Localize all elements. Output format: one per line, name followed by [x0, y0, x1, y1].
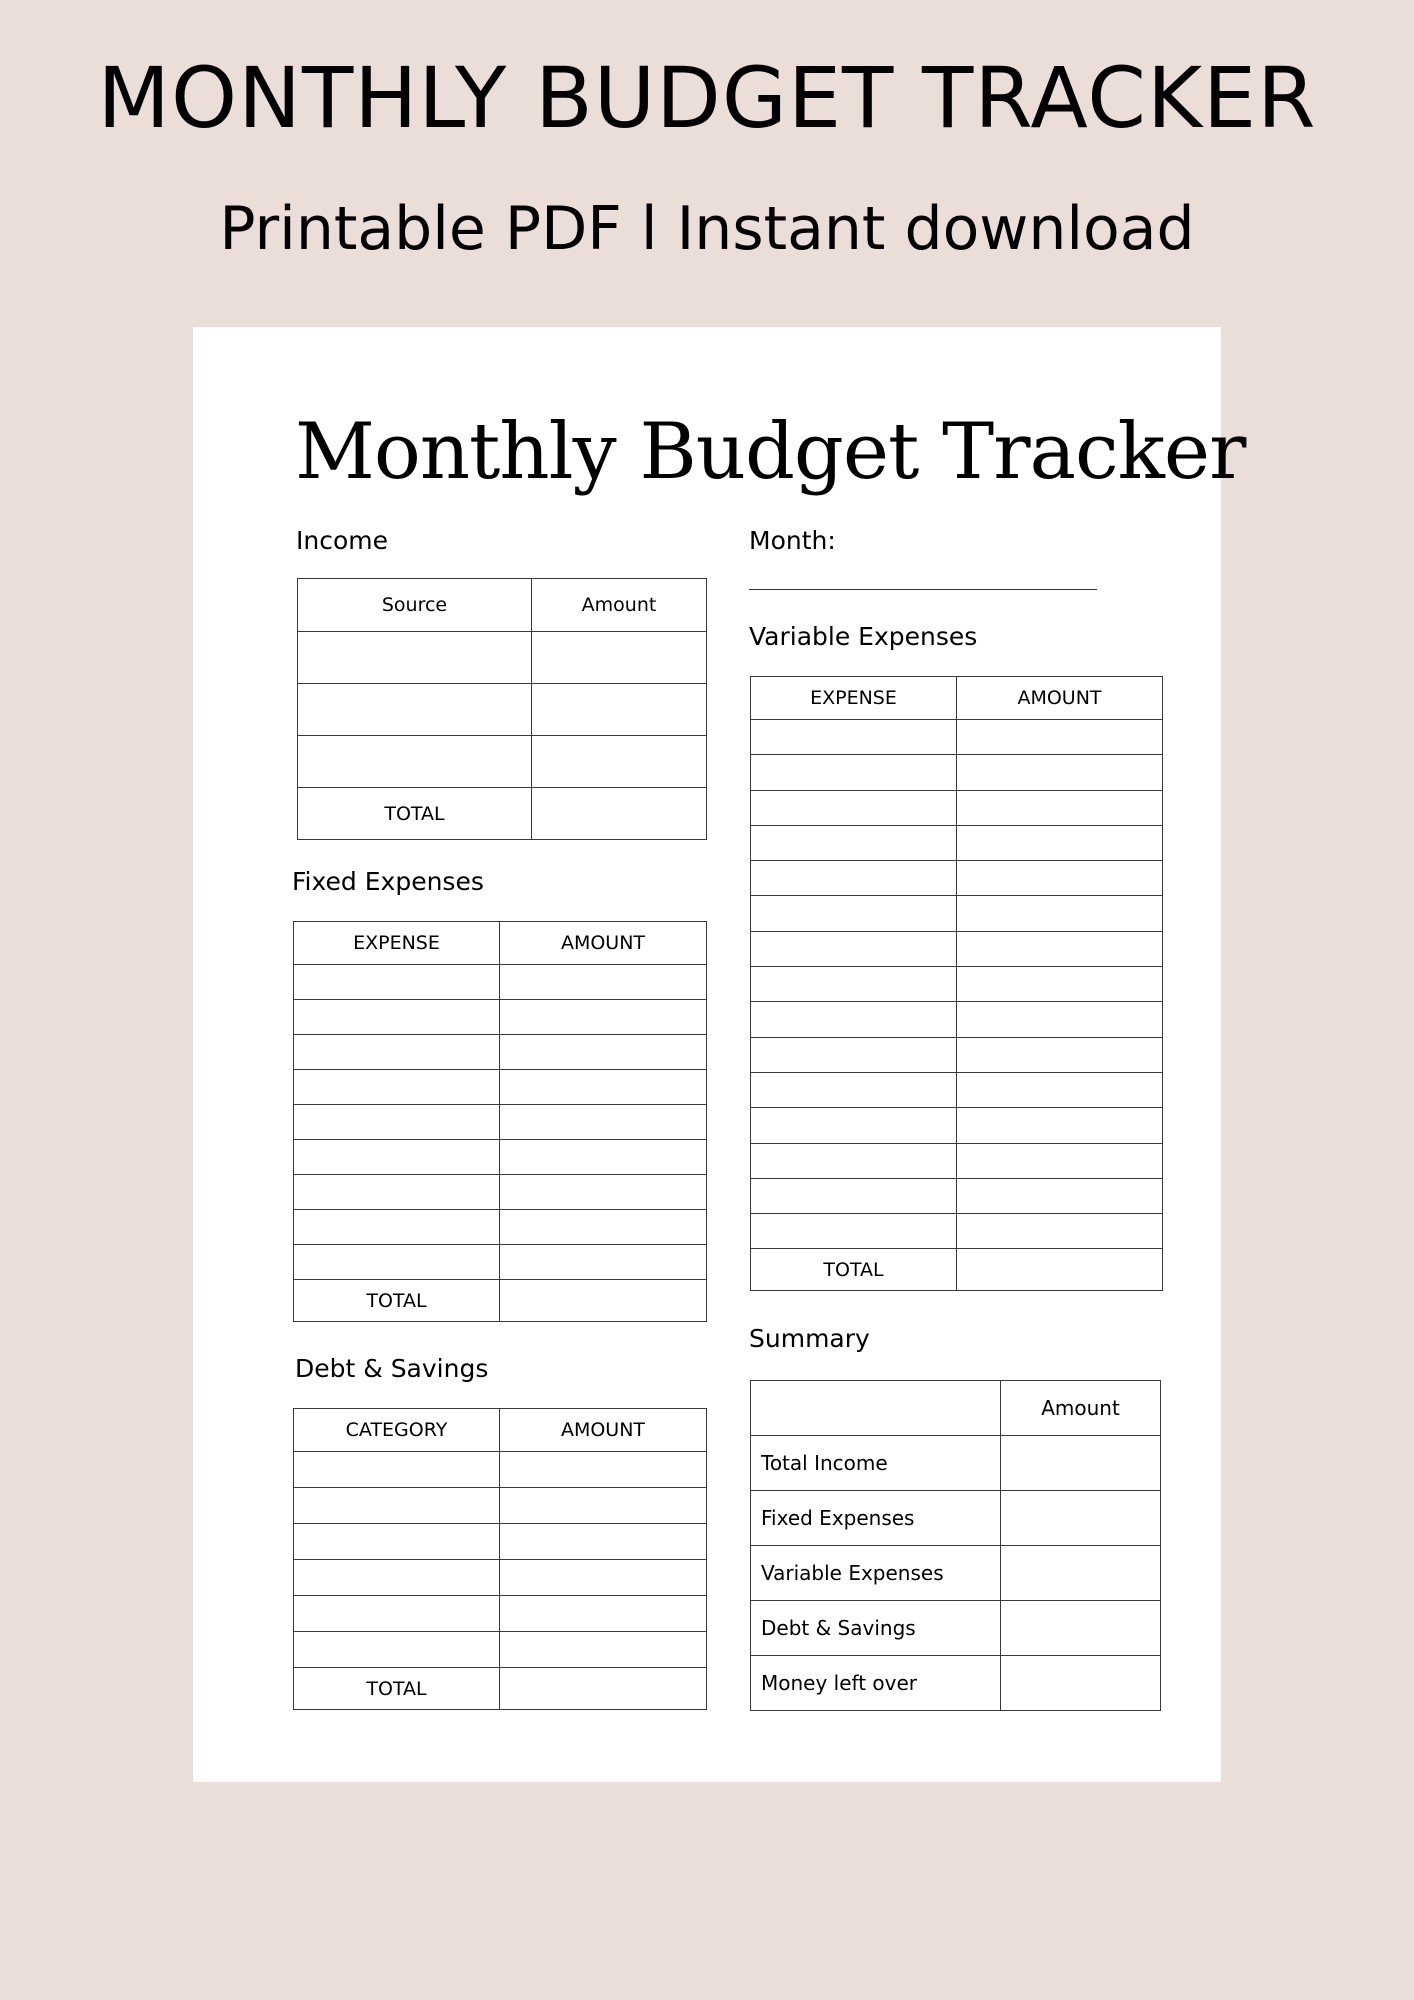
month-label: Month:	[749, 526, 836, 555]
variable-expense-cell[interactable]	[751, 1037, 957, 1072]
variable-amount-cell[interactable]	[957, 1037, 1163, 1072]
income-heading: Income	[296, 526, 388, 555]
fixed-header-row	[294, 922, 707, 965]
fixed-expenses-heading: Fixed Expenses	[292, 867, 484, 896]
income-source-cell[interactable]	[298, 684, 532, 736]
table-row	[751, 1214, 1163, 1249]
variable-expenses-table	[750, 676, 1163, 1291]
variable-expense-cell[interactable]	[751, 720, 957, 755]
table-row	[751, 967, 1163, 1002]
table-row	[751, 1656, 1161, 1711]
income-amount-cell[interactable]	[532, 684, 707, 736]
table-row	[294, 1070, 707, 1105]
table-row	[751, 861, 1163, 896]
sheet-title: Monthly Budget Tracker	[295, 407, 1246, 497]
fixed-amount-cell[interactable]	[500, 1245, 707, 1280]
variable-expenses-heading: Variable Expenses	[749, 622, 978, 651]
table-row	[298, 684, 707, 736]
debt-total-row	[294, 1668, 707, 1710]
debt-total-label: TOTAL	[294, 1668, 500, 1710]
variable-amount-cell[interactable]	[957, 720, 1163, 755]
table-row	[294, 965, 707, 1000]
income-total-row	[298, 788, 707, 840]
table-row	[294, 1560, 707, 1596]
table-row	[294, 1035, 707, 1070]
debt-amount-cell[interactable]	[500, 1632, 707, 1668]
variable-total-cell[interactable]	[957, 1249, 1163, 1291]
variable-amount-cell[interactable]	[957, 1143, 1163, 1178]
variable-amount-cell[interactable]	[957, 790, 1163, 825]
summary-col-amount: Amount	[1001, 1381, 1161, 1436]
debt-category-cell[interactable]	[294, 1596, 500, 1632]
variable-expense-cell[interactable]	[751, 825, 957, 860]
variable-amount-cell[interactable]	[957, 1002, 1163, 1037]
income-source-cell[interactable]	[298, 632, 532, 684]
table-row	[751, 790, 1163, 825]
debt-category-cell[interactable]	[294, 1560, 500, 1596]
table-row	[751, 1108, 1163, 1143]
table-row	[751, 1601, 1161, 1656]
variable-col-expense: EXPENSE	[751, 677, 957, 720]
table-row	[751, 1178, 1163, 1213]
table-row	[294, 1175, 707, 1210]
debt-col-amount: AMOUNT	[500, 1409, 707, 1452]
fixed-expense-cell[interactable]	[294, 1000, 500, 1035]
variable-amount-cell[interactable]	[957, 1214, 1163, 1249]
debt-total-cell[interactable]	[500, 1668, 707, 1710]
fixed-expense-cell[interactable]	[294, 1175, 500, 1210]
table-row	[298, 632, 707, 684]
summary-blank-cell	[751, 1381, 1001, 1436]
fixed-expenses-table	[293, 921, 707, 1322]
fixed-amount-cell[interactable]	[500, 1140, 707, 1175]
variable-expense-cell[interactable]	[751, 1214, 957, 1249]
variable-expense-cell[interactable]	[751, 931, 957, 966]
income-total-cell[interactable]	[532, 788, 707, 840]
table-row	[751, 1491, 1161, 1546]
table-row	[294, 1210, 707, 1245]
income-table	[297, 578, 707, 840]
banner-title: MONTHLY BUDGET TRACKER	[97, 49, 1317, 147]
variable-expense-cell[interactable]	[751, 790, 957, 825]
income-amount-cell[interactable]	[532, 736, 707, 788]
income-col-source: Source	[298, 579, 532, 632]
variable-amount-cell[interactable]	[957, 896, 1163, 931]
table-row	[751, 755, 1163, 790]
variable-amount-cell[interactable]	[957, 825, 1163, 860]
fixed-total-label: TOTAL	[294, 1280, 500, 1322]
variable-header-row	[751, 677, 1163, 720]
fixed-amount-cell[interactable]	[500, 1035, 707, 1070]
summary-table	[750, 1380, 1161, 1711]
summary-fixed-expenses-amount[interactable]	[1001, 1491, 1161, 1546]
fixed-amount-cell[interactable]	[500, 1105, 707, 1140]
table-row	[294, 1452, 707, 1488]
variable-expense-cell[interactable]	[751, 896, 957, 931]
summary-heading: Summary	[749, 1324, 870, 1353]
fixed-expense-cell[interactable]	[294, 1210, 500, 1245]
fixed-amount-cell[interactable]	[500, 965, 707, 1000]
variable-expense-cell[interactable]	[751, 1143, 957, 1178]
fixed-amount-cell[interactable]	[500, 1175, 707, 1210]
table-row	[294, 1596, 707, 1632]
fixed-total-row	[294, 1280, 707, 1322]
table-row	[751, 1546, 1161, 1601]
fixed-expense-cell[interactable]	[294, 1035, 500, 1070]
variable-amount-cell[interactable]	[957, 967, 1163, 1002]
variable-amount-cell[interactable]	[957, 1072, 1163, 1107]
debt-amount-cell[interactable]	[500, 1488, 707, 1524]
debt-savings-heading: Debt & Savings	[295, 1354, 489, 1383]
income-col-amount: Amount	[532, 579, 707, 632]
table-row	[294, 1524, 707, 1560]
debt-amount-cell[interactable]	[500, 1452, 707, 1488]
variable-total-label: TOTAL	[751, 1249, 957, 1291]
fixed-expense-cell[interactable]	[294, 965, 500, 1000]
variable-expense-cell[interactable]	[751, 861, 957, 896]
table-row	[294, 1488, 707, 1524]
table-row	[294, 1632, 707, 1668]
table-row	[751, 896, 1163, 931]
summary-fixed-expenses-label: Fixed Expenses	[751, 1491, 1001, 1546]
variable-expense-cell[interactable]	[751, 967, 957, 1002]
summary-money-left-amount[interactable]	[1001, 1656, 1161, 1711]
summary-header-row	[751, 1381, 1161, 1436]
summary-debt-savings-amount[interactable]	[1001, 1601, 1161, 1656]
summary-money-left-label: Money left over	[751, 1656, 1001, 1711]
income-total-label: TOTAL	[298, 788, 532, 840]
debt-amount-cell[interactable]	[500, 1560, 707, 1596]
table-row	[751, 1002, 1163, 1037]
fixed-total-cell[interactable]	[500, 1280, 707, 1322]
variable-expense-cell[interactable]	[751, 1108, 957, 1143]
debt-category-cell[interactable]	[294, 1632, 500, 1668]
table-row	[751, 825, 1163, 860]
variable-amount-cell[interactable]	[957, 931, 1163, 966]
table-row	[294, 1000, 707, 1035]
debt-category-cell[interactable]	[294, 1452, 500, 1488]
variable-total-row	[751, 1249, 1163, 1291]
variable-col-amount: AMOUNT	[957, 677, 1163, 720]
debt-amount-cell[interactable]	[500, 1524, 707, 1560]
variable-expense-cell[interactable]	[751, 1002, 957, 1037]
income-amount-cell[interactable]	[532, 632, 707, 684]
summary-debt-savings-label: Debt & Savings	[751, 1601, 1001, 1656]
fixed-expense-cell[interactable]	[294, 1070, 500, 1105]
table-row	[294, 1245, 707, 1280]
summary-variable-expenses-amount[interactable]	[1001, 1546, 1161, 1601]
income-header-row	[298, 579, 707, 632]
summary-variable-expenses-label: Variable Expenses	[751, 1546, 1001, 1601]
month-input-line[interactable]	[749, 589, 1097, 590]
fixed-expense-cell[interactable]	[294, 1245, 500, 1280]
table-row	[751, 1037, 1163, 1072]
table-row	[751, 1143, 1163, 1178]
debt-savings-table	[293, 1408, 707, 1710]
fixed-expense-cell[interactable]	[294, 1105, 500, 1140]
income-source-cell[interactable]	[298, 736, 532, 788]
debt-category-cell[interactable]	[294, 1524, 500, 1560]
summary-total-income-amount[interactable]	[1001, 1436, 1161, 1491]
table-row	[298, 736, 707, 788]
table-row	[294, 1105, 707, 1140]
variable-amount-cell[interactable]	[957, 755, 1163, 790]
variable-expense-cell[interactable]	[751, 1072, 957, 1107]
variable-expense-cell[interactable]	[751, 1178, 957, 1213]
fixed-col-expense: EXPENSE	[294, 922, 500, 965]
debt-amount-cell[interactable]	[500, 1596, 707, 1632]
table-row	[751, 1436, 1161, 1491]
variable-amount-cell[interactable]	[957, 861, 1163, 896]
debt-category-cell[interactable]	[294, 1488, 500, 1524]
summary-total-income-label: Total Income	[751, 1436, 1001, 1491]
fixed-col-amount: AMOUNT	[500, 922, 707, 965]
banner-subtitle: Printable PDF l Instant download	[219, 194, 1195, 264]
table-row	[294, 1140, 707, 1175]
variable-amount-cell[interactable]	[957, 1178, 1163, 1213]
table-row	[751, 720, 1163, 755]
fixed-amount-cell[interactable]	[500, 1210, 707, 1245]
variable-amount-cell[interactable]	[957, 1108, 1163, 1143]
debt-header-row	[294, 1409, 707, 1452]
fixed-expense-cell[interactable]	[294, 1140, 500, 1175]
table-row	[751, 931, 1163, 966]
fixed-amount-cell[interactable]	[500, 1070, 707, 1105]
debt-col-category: CATEGORY	[294, 1409, 500, 1452]
table-row	[751, 1072, 1163, 1107]
variable-expense-cell[interactable]	[751, 755, 957, 790]
fixed-amount-cell[interactable]	[500, 1000, 707, 1035]
